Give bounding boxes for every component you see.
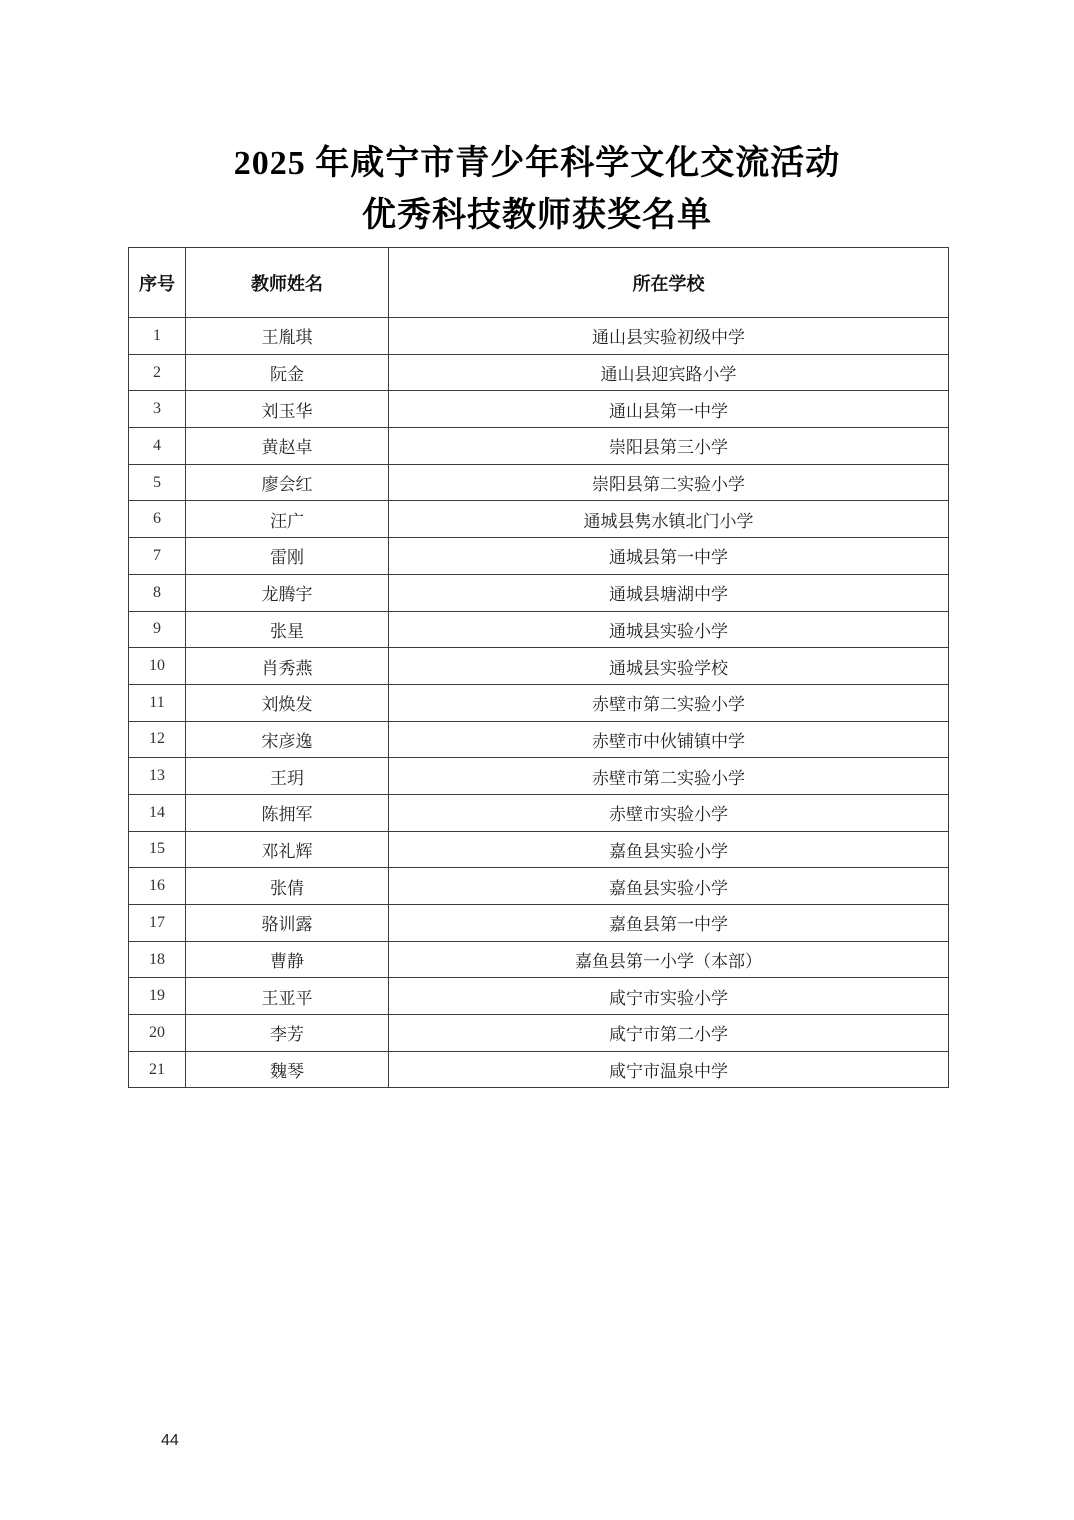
school-name-cell: 崇阳县第三小学: [389, 428, 949, 465]
teacher-name-cell: 魏琴: [186, 1051, 389, 1088]
table-row: [129, 721, 949, 758]
school-name-cell: 嘉鱼县实验小学: [389, 868, 949, 905]
table-row: [129, 318, 949, 355]
table-row: [129, 941, 949, 978]
header-serial-number: 序号: [129, 248, 186, 318]
school-name-cell: 崇阳县第二实验小学: [389, 464, 949, 501]
school-name-cell: 通城县隽水镇北门小学: [389, 501, 949, 538]
teacher-name-cell: 龙腾宇: [186, 574, 389, 611]
page-number: 44: [161, 1432, 179, 1449]
school-name-cell: 赤壁市第二实验小学: [389, 684, 949, 721]
table-row: [129, 1015, 949, 1052]
row-serial-number: 7: [129, 538, 186, 575]
row-serial-number: 17: [129, 905, 186, 942]
title-line-2: 优秀科技教师获奖名单: [362, 197, 712, 234]
table-row: [129, 758, 949, 795]
school-name-cell: 咸宁市温泉中学: [389, 1051, 949, 1088]
teacher-name-cell: 廖会红: [186, 464, 389, 501]
table-row: [129, 501, 949, 538]
row-serial-number: 12: [129, 721, 186, 758]
school-name-cell: 嘉鱼县第一小学（本部）: [389, 941, 949, 978]
row-serial-number: 21: [129, 1051, 186, 1088]
title-line-1: 2025 年咸宁市青少年科学文化交流活动: [233, 145, 841, 182]
school-name-cell: 通山县第一中学: [389, 391, 949, 428]
page-title: [0, 138, 1074, 242]
row-serial-number: 8: [129, 574, 186, 611]
teacher-name-cell: 王胤琪: [186, 318, 389, 355]
row-serial-number: 14: [129, 794, 186, 831]
row-serial-number: 20: [129, 1015, 186, 1052]
table-row: [129, 978, 949, 1015]
school-name-cell: 通城县实验小学: [389, 611, 949, 648]
school-name-cell: 通山县迎宾路小学: [389, 354, 949, 391]
row-serial-number: 18: [129, 941, 186, 978]
teacher-name-cell: 黄赵卓: [186, 428, 389, 465]
school-name-cell: 通城县实验学校: [389, 648, 949, 685]
table-row: [129, 905, 949, 942]
teacher-name-cell: 陈拥军: [186, 794, 389, 831]
row-serial-number: 5: [129, 464, 186, 501]
table-row: [129, 428, 949, 465]
table-row: [129, 1051, 949, 1088]
teacher-name-cell: 张倩: [186, 868, 389, 905]
row-serial-number: 9: [129, 611, 186, 648]
teacher-name-cell: 宋彦逸: [186, 721, 389, 758]
school-name-cell: 赤壁市中伙铺镇中学: [389, 721, 949, 758]
header-teacher-name: 教师姓名: [186, 248, 389, 318]
teacher-name-cell: 阮金: [186, 354, 389, 391]
row-serial-number: 19: [129, 978, 186, 1015]
table-row: [129, 538, 949, 575]
table-body: [129, 318, 949, 1088]
teacher-name-cell: 刘焕发: [186, 684, 389, 721]
table-row: [129, 868, 949, 905]
table-row: [129, 794, 949, 831]
row-serial-number: 6: [129, 501, 186, 538]
table-row: [129, 684, 949, 721]
table-row: [129, 648, 949, 685]
row-serial-number: 4: [129, 428, 186, 465]
row-serial-number: 10: [129, 648, 186, 685]
header-school: 所在学校: [389, 248, 949, 318]
school-name-cell: 通城县第一中学: [389, 538, 949, 575]
row-serial-number: 13: [129, 758, 186, 795]
table-row: [129, 574, 949, 611]
table-row: [129, 464, 949, 501]
school-name-cell: 嘉鱼县实验小学: [389, 831, 949, 868]
row-serial-number: 2: [129, 354, 186, 391]
row-serial-number: 15: [129, 831, 186, 868]
school-name-cell: 通山县实验初级中学: [389, 318, 949, 355]
row-serial-number: 16: [129, 868, 186, 905]
teacher-name-cell: 邓礼辉: [186, 831, 389, 868]
row-serial-number: 3: [129, 391, 186, 428]
teacher-name-cell: 汪广: [186, 501, 389, 538]
teacher-name-cell: 曹静: [186, 941, 389, 978]
teacher-name-cell: 肖秀燕: [186, 648, 389, 685]
table-row: [129, 611, 949, 648]
table-row: [129, 354, 949, 391]
teacher-name-cell: 骆训露: [186, 905, 389, 942]
table-header-row: [129, 248, 949, 318]
row-serial-number: 1: [129, 318, 186, 355]
school-name-cell: 通城县塘湖中学: [389, 574, 949, 611]
award-winners-table: [128, 247, 949, 1088]
teacher-name-cell: 李芳: [186, 1015, 389, 1052]
school-name-cell: 嘉鱼县第一中学: [389, 905, 949, 942]
school-name-cell: 咸宁市第二小学: [389, 1015, 949, 1052]
teacher-name-cell: 张星: [186, 611, 389, 648]
teacher-name-cell: 雷刚: [186, 538, 389, 575]
table-row: [129, 831, 949, 868]
school-name-cell: 咸宁市实验小学: [389, 978, 949, 1015]
row-serial-number: 11: [129, 684, 186, 721]
teacher-name-cell: 王亚平: [186, 978, 389, 1015]
school-name-cell: 赤壁市实验小学: [389, 794, 949, 831]
table-row: [129, 391, 949, 428]
teacher-name-cell: 王玥: [186, 758, 389, 795]
school-name-cell: 赤壁市第二实验小学: [389, 758, 949, 795]
teacher-name-cell: 刘玉华: [186, 391, 389, 428]
